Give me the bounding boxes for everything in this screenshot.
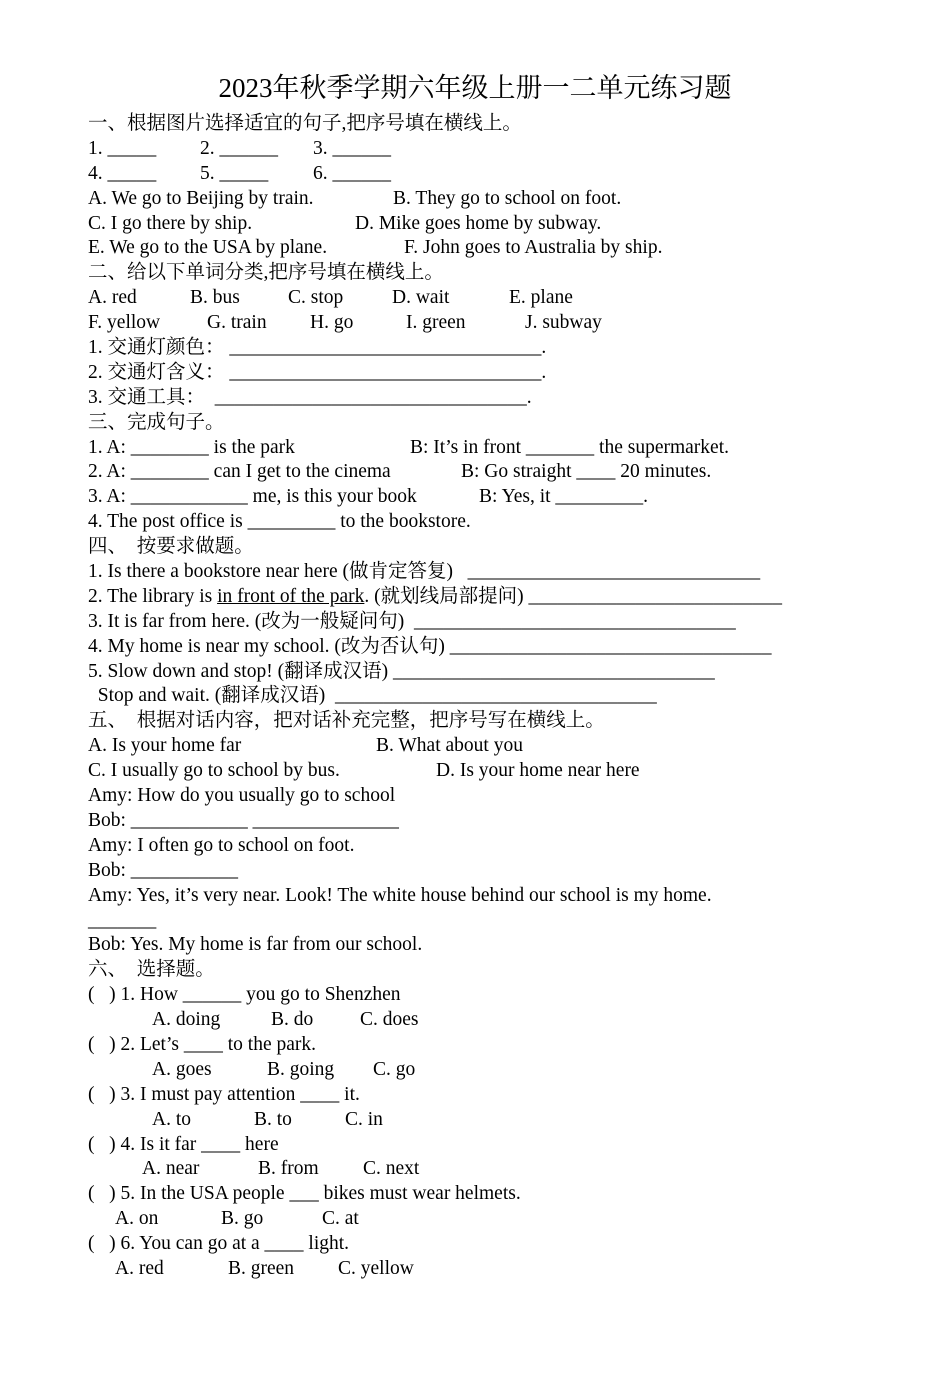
option-row: [88, 212, 918, 237]
mc-option: B. green: [228, 1257, 295, 1279]
word-option: B. bus: [190, 287, 240, 309]
word-option: D. wait: [392, 287, 450, 309]
question-part: 2. A: ________ can I get to the cinema: [88, 461, 391, 483]
option-text: A. Is your home far: [88, 735, 242, 757]
option-text: C. I go there by ship.: [88, 212, 253, 234]
section-1-heading: 一、根据图片选择适宜的句子,把序号填在横线上。: [88, 113, 522, 134]
question-part: B: Go straight ____ 20 minutes.: [461, 461, 712, 483]
question-line: 1. 交通灯颜色： ________________________________.: [88, 337, 547, 359]
answer-blank: 6. ______: [313, 162, 391, 184]
mc-option: B. to: [254, 1108, 292, 1130]
word-option: H. go: [310, 312, 354, 334]
dialogue-line: Bob: ___________: [88, 859, 239, 881]
mc-option: A. doing: [152, 1009, 221, 1031]
option-row: [88, 236, 918, 261]
question-line: 1. Is there a bookstore near here (做肯定答复) ______________________________: [88, 561, 761, 583]
mc-option: B. from: [258, 1158, 319, 1180]
dialogue-line: Amy: I often go to school on foot.: [88, 834, 355, 856]
question-line: 3. 交通工具： ________________________________.: [88, 386, 532, 408]
answer-row: [88, 137, 918, 162]
question-part: . (就划线局部提问) __________________________: [364, 585, 782, 607]
word-option: J. subway: [525, 312, 602, 334]
mc-option: A. near: [142, 1158, 200, 1180]
question-line: [88, 460, 918, 485]
question-line: 4. My home is near my school. (改为否认句) _________________________________: [88, 635, 772, 657]
answer-blank: 5. _____: [200, 162, 269, 184]
mc-option: C. in: [345, 1108, 383, 1130]
mc-question: ( ) 1. How ______ you go to Shenzhen: [88, 984, 401, 1006]
mc-option: B. go: [221, 1208, 264, 1230]
mc-option: C. next: [363, 1158, 420, 1180]
mc-question: ( ) 6. You can go at a ____ light.: [88, 1233, 350, 1255]
word-row: [88, 286, 918, 311]
question-line: 3. It is far from here. (改为一般疑问句) _________________________________: [88, 610, 736, 632]
word-option: A. red: [88, 287, 137, 309]
section-4-heading: 四、 按要求做题。: [88, 536, 254, 558]
mc-option: A. red: [115, 1257, 164, 1279]
question-part: 3. A: ____________ me, is this your book: [88, 486, 417, 508]
word-row: [88, 311, 918, 336]
page-title: 2023年秋季学期六年级上册一二单元练习题: [218, 73, 732, 103]
mc-question: ( ) 2. Let’s ____ to the park.: [88, 1033, 316, 1055]
option-text: C. I usually go to school by bus.: [88, 760, 340, 782]
section-5-heading: 五、 根据对话内容，把对话补充完整，把序号写在横线上。: [88, 710, 605, 732]
option-text: A. We go to Beijing by train.: [88, 187, 314, 209]
question-part: 2. The library is: [88, 585, 218, 607]
question-line: [88, 485, 918, 510]
word-option: E. plane: [509, 287, 573, 309]
question-line: Stop and wait. (翻译成汉语) _________________________________: [88, 685, 657, 707]
dialogue-line: _______: [88, 909, 157, 931]
answer-row: [88, 162, 918, 187]
question-part: 1. A: ________ is the park: [88, 436, 295, 458]
underlined-phrase: in front of the park: [217, 585, 365, 607]
mc-option: C. yellow: [338, 1257, 414, 1279]
section-3-heading: 三、完成句子。: [88, 411, 225, 433]
mc-option: A. to: [152, 1108, 191, 1130]
option-text: B. What about you: [376, 735, 523, 757]
mc-option: B. do: [271, 1009, 314, 1031]
word-option: F. yellow: [88, 312, 161, 334]
option-text: E. We go to the USA by plane.: [88, 237, 328, 259]
mc-question: ( ) 4. Is it far ____ here: [88, 1133, 279, 1155]
question-line: [88, 436, 918, 461]
mc-options: [88, 1058, 918, 1083]
answer-blank: 4. _____: [88, 162, 157, 184]
worksheet-body: [88, 112, 918, 1282]
word-option: G. train: [207, 312, 267, 334]
mc-option: A. on: [115, 1208, 159, 1230]
section-6-heading: 六、 选择题。: [88, 959, 215, 981]
mc-option: C. at: [322, 1208, 359, 1230]
mc-options: [88, 1008, 918, 1033]
question-line: [88, 585, 918, 610]
answer-blank: 1. _____: [88, 137, 157, 159]
question-line: 4. The post office is _________ to the bookstore.: [88, 511, 471, 533]
question-part: B: It’s in front _______ the supermarket.: [410, 436, 729, 458]
question-line: 5. Slow down and stop! (翻译成汉语) _________________________________: [88, 660, 715, 682]
option-text: F. John goes to Australia by ship.: [404, 237, 663, 259]
mc-option: C. go: [373, 1058, 416, 1080]
dialogue-line: Bob: ____________ _______________: [88, 809, 399, 831]
dialogue-line: Amy: Yes, it’s very near. Look! The white house behind our school is my home.: [88, 884, 712, 906]
mc-options: [88, 1207, 918, 1232]
mc-options: [88, 1257, 918, 1282]
question-line: 2. 交通灯含义： ________________________________.: [88, 361, 547, 383]
mc-options: [88, 1108, 918, 1133]
dialogue-line: Amy: How do you usually go to school: [88, 785, 396, 807]
mc-question: ( ) 5. In the USA people ___ bikes must wear helmets.: [88, 1183, 521, 1205]
option-row: [88, 759, 918, 784]
mc-question: ( ) 3. I must pay attention ____ it.: [88, 1083, 360, 1105]
word-option: I. green: [406, 312, 466, 334]
option-text: D. Mike goes home by subway.: [355, 212, 602, 234]
question-part: B: Yes, it _________.: [479, 486, 649, 508]
answer-blank: 2. ______: [200, 137, 278, 159]
option-row: [88, 187, 918, 212]
mc-options: [88, 1157, 918, 1182]
section-2-heading: 二、给以下单词分类,把序号填在横线上。: [88, 262, 444, 284]
mc-option: A. goes: [152, 1058, 212, 1080]
option-row: [88, 734, 918, 759]
answer-blank: 3. ______: [313, 137, 391, 159]
mc-option: C. does: [360, 1009, 419, 1031]
dialogue-line: Bob: Yes. My home is far from our school.: [88, 934, 423, 956]
option-text: B. They go to school on foot.: [393, 187, 622, 209]
word-option: C. stop: [288, 287, 344, 309]
mc-option: B. going: [267, 1058, 335, 1080]
option-text: D. Is your home near here: [436, 760, 640, 782]
